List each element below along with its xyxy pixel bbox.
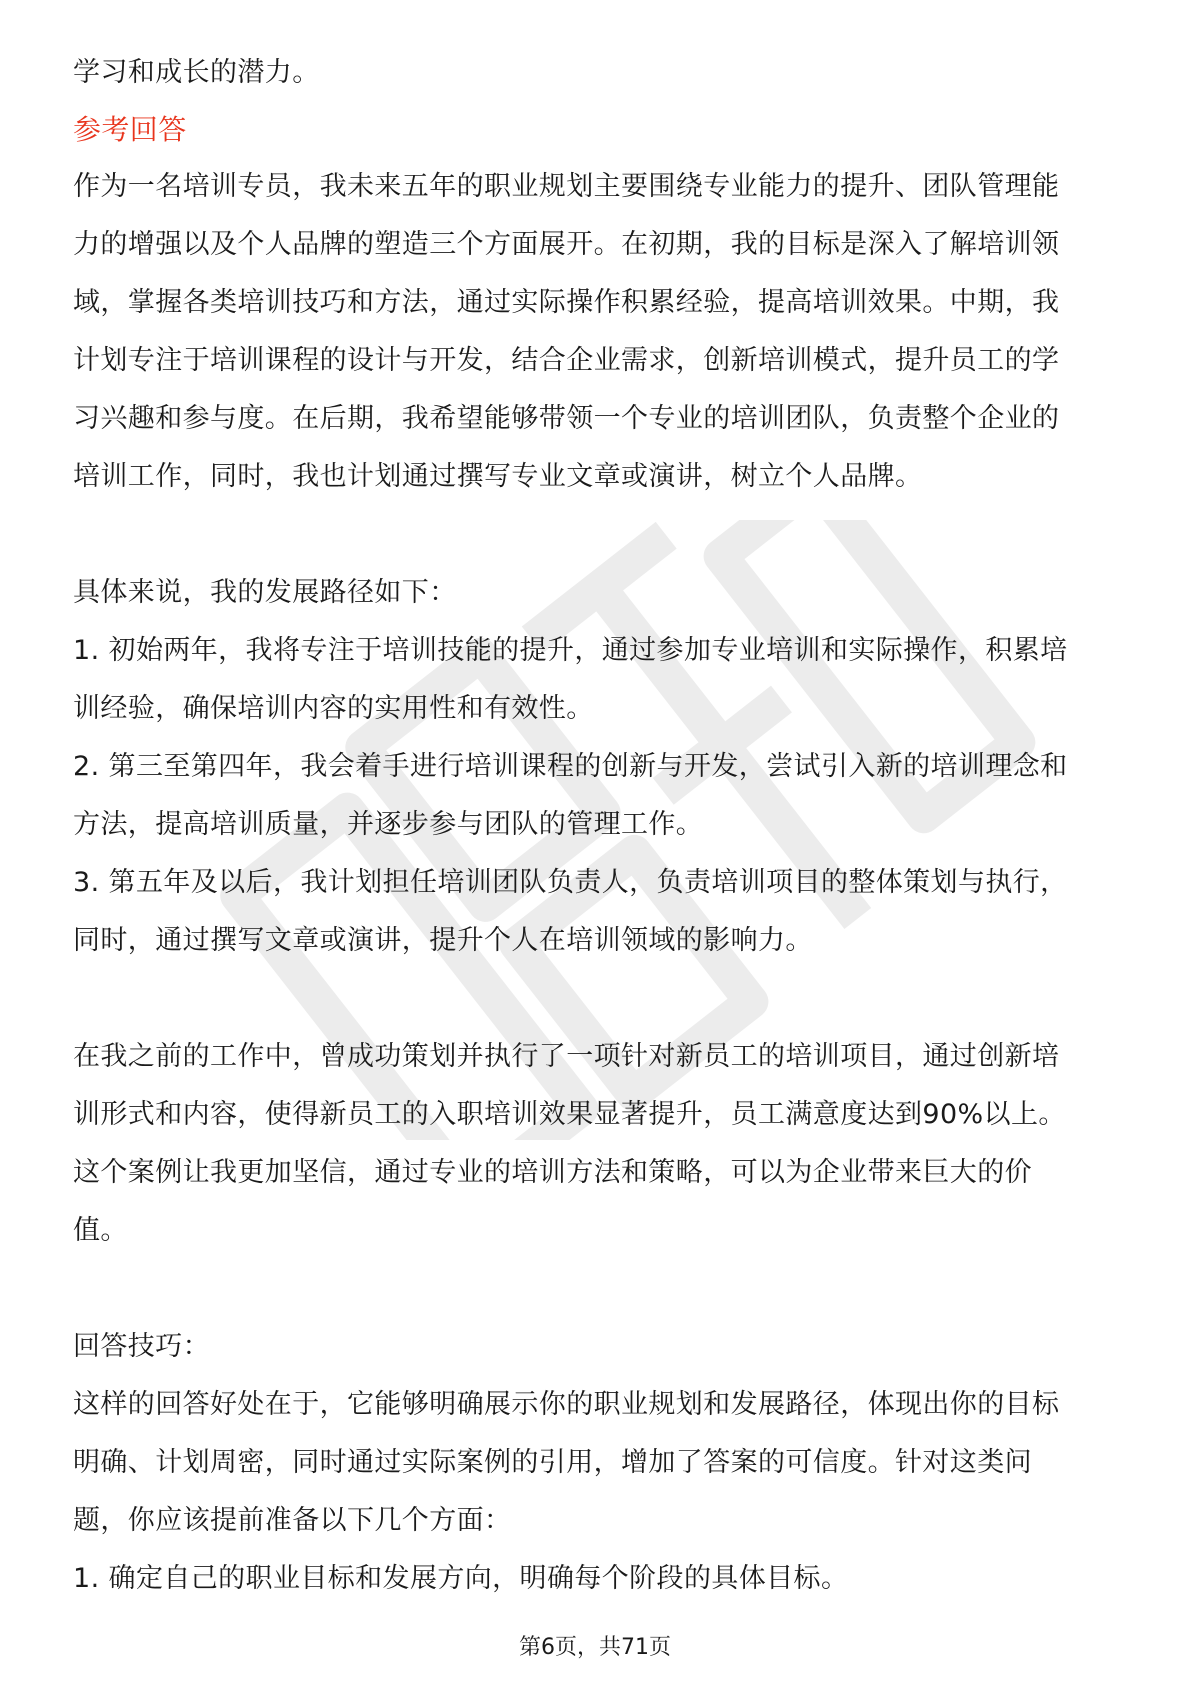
list-item-line: 同时，通过撰写文章或演讲，提升个人在培训领域的影响力。 — [73, 925, 813, 956]
paragraph-line: 训形式和内容，使得新员工的入职培训效果显著提升，员工满意度达到90%以上。 — [73, 1099, 1066, 1130]
list-item-line: 训经验，确保培训内容的实用性和有效性。 — [73, 693, 594, 724]
spacer — [73, 1260, 1123, 1318]
paragraph-line: 域，掌握各类培训技巧和方法，通过实际操作积累经验，提高培训效果。中期，我 — [73, 287, 1060, 318]
reference-answer-paragraph — [73, 158, 1123, 506]
case-paragraph — [73, 1028, 1123, 1260]
paragraph-line: 值。 — [73, 1215, 128, 1246]
paragraph-line: 计划专注于培训课程的设计与开发，结合企业需求，创新培训模式，提升员工的学 — [73, 345, 1060, 376]
reference-answer-heading: 参考回答 — [73, 113, 187, 146]
paragraph-line: 题，你应该提前准备以下几个方面： — [73, 1505, 512, 1536]
paragraph-line: 培训工作，同时，我也计划通过撰写专业文章或演讲，树立个人品牌。 — [73, 461, 923, 492]
paragraph-line: 明确、计划周密，同时通过实际案例的引用，增加了答案的可信度。针对这类问 — [73, 1447, 1032, 1478]
spacer — [73, 506, 1123, 564]
list-item-line: 3. 第五年及以后，我计划担任培训团队负责人，负责培训项目的整体策划与执行， — [73, 867, 1068, 898]
list-item-line: 2. 第三至第四年，我会着手进行培训课程的创新与开发，尝试引入新的培训理念和 — [73, 751, 1068, 782]
list-item-line: 1. 确定自己的职业目标和发展方向，明确每个阶段的具体目标。 — [73, 1563, 849, 1594]
intro-tail-text: 学习和成长的潜力。 — [73, 57, 320, 88]
tips-paragraph — [73, 1376, 1123, 1608]
paragraph-line: 在我之前的工作中，曾成功策划并执行了一项针对新员工的培训项目，通过创新培 — [73, 1041, 1060, 1072]
development-path-intro: 具体来说，我的发展路径如下： — [73, 577, 457, 608]
page-number: 第6页，共71页 — [519, 1635, 671, 1660]
tips-heading: 回答技巧： — [73, 1331, 210, 1362]
paragraph-line: 作为一名培训专员，我未来五年的职业规划主要围绕专业能力的提升、团队管理能 — [73, 171, 1060, 202]
paragraph-line: 这样的回答好处在于，它能够明确展示你的职业规划和发展路径，体现出你的目标 — [73, 1389, 1060, 1420]
spacer — [73, 970, 1123, 1028]
paragraph-line: 力的增强以及个人品牌的塑造三个方面展开。在初期，我的目标是深入了解培训领 — [73, 229, 1060, 260]
paragraph-line: 习兴趣和参与度。在后期，我希望能够带领一个专业的培训团队，负责整个企业的 — [73, 403, 1060, 434]
list-item-line: 方法，提高培训质量，并逐步参与团队的管理工作。 — [73, 809, 704, 840]
paragraph-line: 这个案例让我更加坚信，通过专业的培训方法和策略，可以为企业带来巨大的价 — [73, 1157, 1032, 1188]
page-content — [73, 44, 1123, 1608]
development-path-list — [73, 622, 1123, 970]
list-item-line: 1. 初始两年，我将专注于培训技能的提升，通过参加专业培训和实际操作，积累培 — [73, 635, 1068, 666]
